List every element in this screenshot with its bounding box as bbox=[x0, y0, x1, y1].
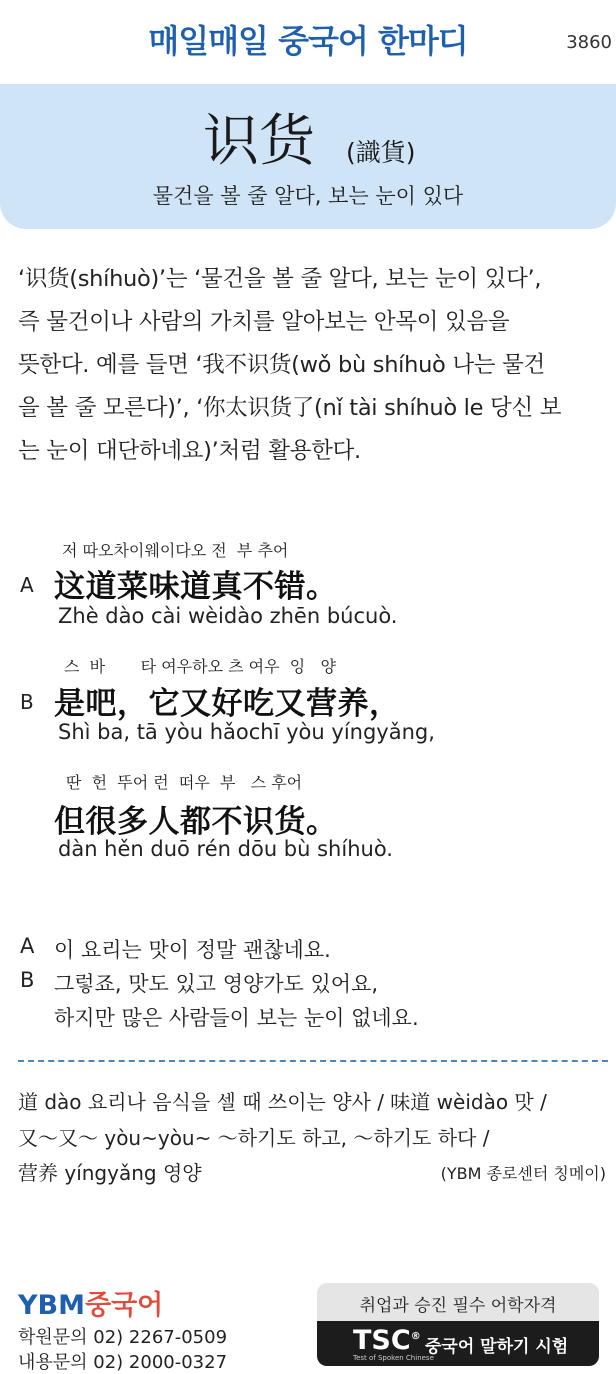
pronunciation-guide: 저 따오차이웨이다오 전 부 추어 bbox=[62, 541, 289, 560]
tsc-label: 중국어 말하기 시험 bbox=[425, 1337, 569, 1357]
main-word-meaning: 물건을 볼 줄 알다, 보는 눈이 있다 bbox=[152, 184, 464, 208]
translation-line: 이 요리는 맛이 정말 괜찮네요. bbox=[54, 938, 331, 962]
pinyin-line: Shì ba, tā yòu hǎochī yòu yíngyǎng, bbox=[58, 720, 435, 744]
tsc-logo: TSC® bbox=[353, 1325, 421, 1356]
chinese-sentence: 是吧，它又好吃又营养， bbox=[54, 686, 401, 722]
tsc-banner[interactable] bbox=[317, 1283, 599, 1366]
vocabulary-line: 营养 yíngyǎng 영양 bbox=[18, 1161, 202, 1185]
vocabulary-line: 道 dào 요리나 음식을 셀 때 쓰이는 양사 / 味道 wèidào 맛 / bbox=[18, 1090, 547, 1114]
main-word-hanja: (識貨) bbox=[346, 138, 416, 167]
pronunciation-guide: 스 바 타 여우하오 츠 여우 잉 양 bbox=[64, 657, 336, 676]
issue-number: 3860 bbox=[566, 32, 612, 53]
page-title: 매일매일 중국어 한마디 bbox=[148, 22, 468, 60]
translation-line: 하지만 많은 사람들이 보는 눈이 없네요. bbox=[54, 1006, 419, 1030]
pinyin-line: dàn hěn duō rén dōu bù shíhuò. bbox=[58, 837, 393, 861]
tsc-bar bbox=[317, 1321, 599, 1366]
explanation-line: 즉 물건이나 사람의 가치를 알아보는 안목이 있음을 bbox=[18, 309, 510, 335]
pinyin-line: Zhè dào cài wèidào zhēn búcuò. bbox=[58, 604, 398, 628]
pronunciation-guide: 딴 헌 뚜어 런 떠우 부 스 후어 bbox=[66, 773, 303, 792]
tsc-tagline: 취업과 승진 필수 어학자격 bbox=[359, 1296, 557, 1316]
academy-contact: 학원문의 02) 2267-0509 bbox=[18, 1327, 228, 1348]
translation-line: 그렇죠, 맛도 있고 영양가도 있어요, bbox=[54, 972, 379, 996]
tsc-logo-subtitle: Test of Spoken Chinese bbox=[353, 1354, 434, 1362]
speaker-label: A bbox=[20, 934, 35, 958]
ybm-logo bbox=[18, 1283, 163, 1322]
explanation-line: 는 눈이 대단하네요)’처럼 활용한다. bbox=[18, 438, 361, 464]
brand-ko: 중국어 bbox=[85, 1290, 164, 1321]
speaker-label: B bbox=[20, 968, 35, 992]
chinese-sentence: 但很多人都不识货。 bbox=[54, 804, 338, 840]
main-word: 识货 bbox=[203, 109, 315, 174]
content-contact: 내용문의 02) 2000-0327 bbox=[18, 1352, 228, 1373]
speaker-label: B bbox=[20, 690, 34, 714]
vocabulary-line: 又～又～ yòu~yòu~ ～하기도 하고, ～하기도 하다 / bbox=[18, 1126, 490, 1150]
speaker-label: A bbox=[20, 573, 34, 597]
explanation-paragraph bbox=[18, 258, 608, 473]
explanation-line: ‘识货(shíhuò)’는 ‘물건을 볼 줄 알다, 보는 눈이 있다’, bbox=[18, 266, 542, 292]
tsc-logo-text: TSC bbox=[353, 1325, 411, 1356]
brand-en: YBM bbox=[18, 1290, 85, 1321]
author-credit: (YBM 종로센터 칭메이) bbox=[440, 1164, 606, 1183]
explanation-line: 을 볼 줄 모른다)’, ‘你太识货了(nǐ tài shíhuò le 당신 보 bbox=[18, 395, 562, 421]
dashed-divider bbox=[18, 1060, 608, 1062]
chinese-sentence: 这道菜味道真不错。 bbox=[54, 569, 338, 605]
explanation-line: 뜻한다. 예를 들면 ‘我不识货(wǒ bù shíhuò 나는 물건 bbox=[18, 352, 545, 378]
